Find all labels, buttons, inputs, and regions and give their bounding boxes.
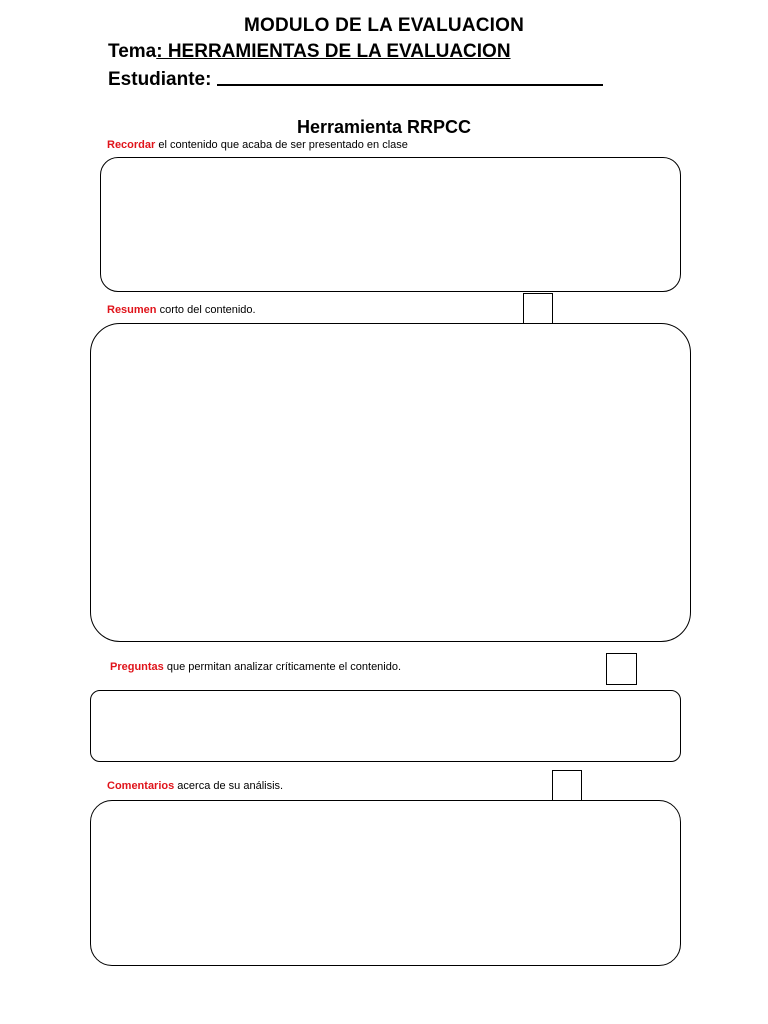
- resumen-answer-box[interactable]: [90, 323, 691, 642]
- comentarios-answer-box[interactable]: [90, 800, 681, 966]
- preguntas-score-box[interactable]: [606, 653, 637, 685]
- comentarios-keyword: Comentarios: [107, 780, 175, 792]
- preguntas-text: que permitan analizar críticamente el contenido.: [163, 661, 402, 673]
- recordar-text: el contenido que acaba de ser presentado en clase: [155, 139, 408, 151]
- comentarios-prompt: [107, 780, 283, 792]
- student-line: [108, 69, 603, 91]
- resumen-keyword: Resumen: [107, 304, 157, 316]
- resumen-text: corto del contenido.: [156, 304, 256, 316]
- preguntas-prompt: [110, 661, 401, 673]
- student-label: Estudiante:: [108, 69, 212, 90]
- recordar-prompt: [107, 139, 408, 151]
- preguntas-answer-box[interactable]: [90, 690, 681, 762]
- comentarios-text: acerca de su análisis.: [174, 780, 284, 792]
- topic-line: [108, 41, 511, 63]
- recordar-keyword: Recordar: [107, 139, 156, 151]
- document-title: MODULO DE LA EVALUACION: [243, 15, 525, 36]
- tool-title: Herramienta RRPCC: [296, 117, 472, 137]
- resumen-score-box[interactable]: [523, 293, 553, 325]
- student-name-blank[interactable]: [217, 84, 603, 86]
- comentarios-score-box[interactable]: [552, 770, 582, 801]
- topic-label: Tema: [108, 41, 157, 62]
- topic-value: : HERRAMIENTAS DE LA EVALUACION: [156, 41, 511, 62]
- preguntas-keyword: Preguntas: [110, 661, 164, 673]
- recordar-answer-box[interactable]: [100, 157, 681, 292]
- resumen-prompt: [107, 304, 256, 316]
